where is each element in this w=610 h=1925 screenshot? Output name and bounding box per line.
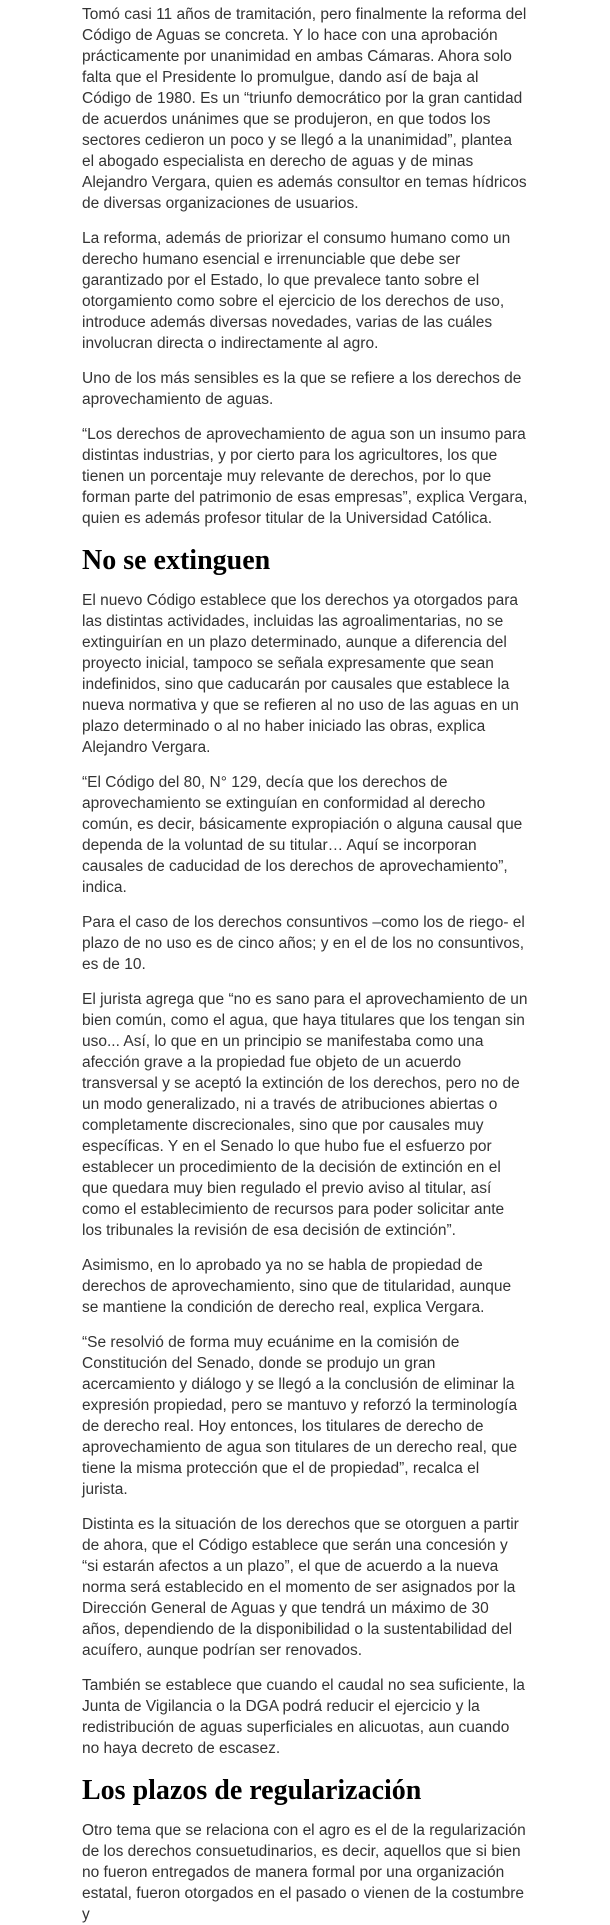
article-body	[82, 0, 528, 1925]
article-paragraph: “Se resolvió de forma muy ecuánime en la comisión de Constitución del Senado, donde se produjo un gran acercamiento y diálogo y se llegó a la conclusión de eliminar la expresión propiedad, pero se mantuvo y reforzó la terminología de derecho real. Hoy entonces, los titulares de derecho de aprovechamiento de agua son titulares de un derecho real, que tiene la misma protección que el de propiedad”, recalca el jurista.	[82, 1334, 518, 1498]
section-heading-no-se-extinguen: No se extinguen	[82, 545, 271, 576]
article-paragraph: Otro tema que se relaciona con el agro es el de la regularización de los derechos consuetudinarios, es decir, aquellos que si bien no fueron entregados de manera formal por una organización estatal, fueron otorgados en el pasado o vienen de la costumbre y	[82, 1822, 526, 1923]
article-paragraph: Asimismo, en lo aprobado ya no se habla de propiedad de derechos de aprovechamiento, sino que de titularidad, aunque se mantiene la condición de derecho real, explica Vergara.	[82, 1257, 512, 1316]
article-paragraph: “El Código del 80, N° 129, decía que los derechos de aprovechamiento se extinguían en conformidad al derecho común, es decir, básicamente expropiación o alguna causal que dependa de la voluntad de su titular… Aquí se incorporan causales de caducidad de los derechos de aprovechamiento”, indica.	[82, 774, 523, 896]
article-paragraph: Distinta es la situación de los derechos que se otorguen a partir de ahora, que el Código establece que serán una concesión y “si estarán afectos a un plazo”, el que de acuerdo a la nueva norma será establecido en el momento de ser asignados por la Dirección General de Aguas y que tendrá un máximo de 30 años, dependiendo de la disponibilidad o la sustentabilidad del acuífero, aunque podrían ser renovados.	[82, 1516, 519, 1659]
article-paragraph: Para el caso de los derechos consuntivos –como los de riego- el plazo de no uso es de cinco años; y en el de los no consuntivos, es de 10.	[82, 914, 525, 973]
article-paragraph: La reforma, además de priorizar el consumo humano como un derecho humano esencial e irrenunciable que debe ser garantizado por el Estado, lo que prevalece tanto sobre el otorgamiento como sobre el ejercicio de los derechos de uso, introduce además diversas novedades, varias de las cuáles involucran directa o indirectamente al agro.	[82, 230, 511, 352]
article-paragraph: Tomó casi 11 años de tramitación, pero finalmente la reforma del Código de Aguas se concreta. Y lo hace con una aprobación prácticamente por unanimidad en ambas Cámaras. Ahora solo falta que el Presidente lo promulgue, dando así de baja al Código de 1980. Es un “triunfo democrático por la gran cantidad de acuerdos unánimes que se produjeron, en que todos los sectores cedieron un poco y se llegó a la unanimidad”, plantea el abogado especialista en derecho de aguas y de minas Alejandro Vergara, quien es además consultor en temas hídricos de diversas organizaciones de usuarios.	[82, 6, 527, 212]
article-paragraph: “Los derechos de aprovechamiento de agua son un insumo para distintas industrias, y por cierto para los agricultores, los que tienen un porcentaje muy relevante de derechos, por lo que forman parte del patrimonio de esas empresas”, explica Vergara, quien es además profesor titular de la Universidad Católica.	[82, 426, 528, 527]
article-paragraph: El jurista agrega que “no es sano para el aprovechamiento de un bien común, como el agua, que haya titulares que los tengan sin uso... Así, lo que en un principio se manifestaba como una afección grave a la propiedad fue objeto de un acuerdo transversal y se aceptó la extinción de los derechos, pero no de un modo generalizado, ni a través de atribuciones abiertas o completamente discrecionales, sino que por causales muy específicas. Y en el Senado lo que hubo fue el esfuerzo por establecer un procedimiento de la decisión de extinción en el que quedara muy bien regulado el previo aviso al titular, así como el establecimiento de recursos para poder solicitar ante los tribunales la revisión de esa decisión de extinción”.	[82, 991, 528, 1239]
article-paragraph: También se establece que cuando el caudal no sea suficiente, la Junta de Vigilancia o la DGA podrá reducir el ejercicio y la redistribución de aguas superficiales en alicuotas, aun cuando no haya decreto de escasez.	[82, 1677, 525, 1757]
article-paragraph: El nuevo Código establece que los derechos ya otorgados para las distintas actividades, incluidas las agroalimentarias, no se extinguirían en un plazo determinado, aunque a diferencia del proyecto inicial, tampoco se señala expresamente que sean indefinidos, sino que caducarán por causales que establece la nueva normativa y que se refieren al no uso de las aguas en un plazo determinado o al no haber iniciado las obras, explica Alejandro Vergara.	[82, 592, 519, 756]
article-paragraph: Uno de los más sensibles es la que se refiere a los derechos de aprovechamiento de aguas.	[82, 370, 522, 408]
section-heading-los-plazos-de-regularizacion: Los plazos de regularización	[82, 1775, 422, 1806]
